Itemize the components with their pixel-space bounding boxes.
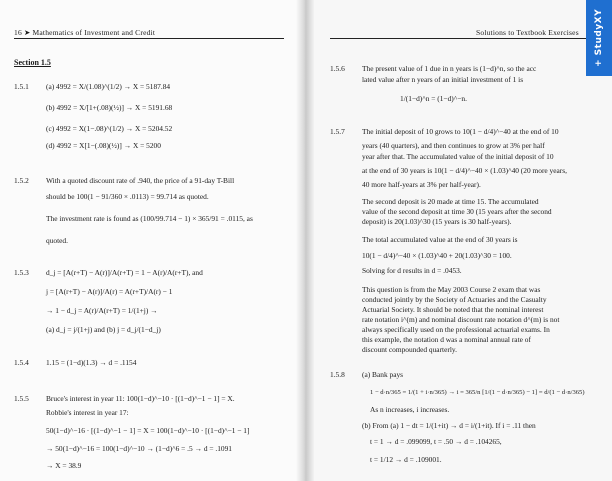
solution-line: The second deposit is 20 made at time 15. The accumulated: [362, 197, 539, 206]
right-page-header: Solutions to Textbook Exercises: [476, 28, 579, 37]
solution-line: The present value of 1 due in n years is (1−d)^n, so the acc: [362, 64, 537, 73]
solution-line: The investment rate is found as (100/99.714 − 1) × 365/91 = .0115, as: [46, 214, 253, 223]
left-page: [0, 0, 304, 481]
exercise-number: 1.5.6: [330, 64, 345, 73]
solution-line: 1/(1−d)^n = (1−d)^−n.: [400, 94, 467, 103]
solution-line: j = [A(r+T) − A(r)]/A(r) = A(r+T)/A(r) − 1: [46, 287, 173, 296]
solution-line: (b) From (a) 1 − dt = 1/(1+it) → d = i/(1+it). If i = .11 then: [362, 421, 536, 430]
solution-line: (d) 4992 = X[1−(.08)(½)] → X = 5200: [46, 141, 161, 150]
solution-line: at the end of 30 years is 10(1 − d/4)^−40 × (1.03)^40 (20 more years,: [362, 166, 567, 175]
exercise-number: 1.5.8: [330, 370, 345, 379]
solution-line: value of the second deposit at time 30 (15 years after the second: [362, 207, 552, 216]
solution-line: As n increases, i increases.: [370, 405, 450, 414]
solution-line: should be 100(1 − 91/360 × .0113) = 99.714 as quoted.: [46, 192, 209, 201]
solution-line: The initial deposit of 10 grows to 10(1 − d/4)^−40 at the end of 10: [362, 127, 559, 136]
solution-line: deposit) is 20(1.03)^30 (15 years is 30 half-years).: [362, 217, 512, 226]
solution-line: → 1 − d_j = A(r)/A(r+T) = 1/(1+j) →: [46, 306, 158, 315]
solution-line: lated value after n years of an initial investment of 1 is: [362, 75, 524, 84]
solution-line: this example, the notation d was a nominal annual rate of: [362, 335, 531, 344]
solution-line: (c) 4992 = X(1−.08)^(1/2) → X = 5204.52: [46, 124, 173, 133]
solution-line: t = 1 → d = .099099, t = .50 → d = .104265,: [370, 437, 502, 446]
book-gutter: [296, 0, 314, 481]
solution-line: 1 − d·n/365 = 1/(1 + i·n/365) → i = 365/n [1/(1 − d·n/365) − 1] = d/(1 − d·n/365): [370, 389, 585, 396]
solution-line: discount compounded quarterly.: [362, 345, 457, 354]
exercise-number: 1.5.2: [14, 176, 29, 185]
solution-line: (a) 4992 = X/(1.08)^(1/2) → X = 5187.84: [46, 82, 171, 91]
solution-line: year after that. The accumulated value of the initial deposit of 10: [362, 152, 554, 161]
solution-line: Bruce's interest in year 11: 100(1−d)^−10 · [(1−d)^−1 − 1] = X.: [46, 394, 235, 403]
solution-line: rate notation i^(m) and nominal discount rate notation d^(m) is not: [362, 315, 560, 324]
solution-line: (a) Bank pays: [362, 370, 404, 379]
solution-line: 10(1 − d/4)^−40 × (1.03)^40 + 20(1.03)^30 = 100.: [362, 251, 512, 260]
solution-line: With a quoted discount rate of .940, the price of a 91-day T-Bill: [46, 176, 235, 185]
solution-line: This question is from the May 2003 Course 2 exam that was: [362, 285, 541, 294]
header-rule: [330, 38, 586, 39]
solution-line: (b) 4992 = X/[1+(.08)(½)] → X = 5191.68: [46, 103, 173, 112]
solution-line: → X = 38.9: [46, 461, 82, 470]
exercise-number: 1.5.5: [14, 394, 29, 403]
exercise-number: 1.5.4: [14, 358, 29, 367]
solution-line: t = 1/12 → d = .109001.: [370, 455, 442, 464]
solution-line: 1.15 = (1−d)(1.3) → d = .1154: [46, 358, 137, 367]
exercise-number: 1.5.1: [14, 82, 29, 91]
solution-line: Solving for d results in d = .0453.: [362, 266, 462, 275]
left-page-header: 16 ➤ Mathematics of Investment and Credit: [14, 28, 156, 37]
solution-line: d_j = [A(r+T) − A(r)]/A(r+T) = 1 − A(r)/A(r+T), and: [46, 268, 203, 277]
header-rule: [14, 38, 284, 39]
solution-line: quoted.: [46, 236, 68, 245]
solution-line: Actuarial Society. It should be noted that the nominal interest: [362, 305, 544, 314]
solution-line: Robbie's interest in year 17:: [46, 408, 129, 417]
solution-line: (a) d_j = j/(1+j) and (b) j = d_j/(1−d_j): [46, 325, 161, 334]
solution-line: 40 more half-years at 3% per half-year).: [362, 180, 481, 189]
solution-line: 50(1−d)^−16 · [(1−d)^−1 − 1] = X = 100(1−d)^−10 · [(1−d)^−1 − 1]: [46, 426, 250, 435]
solution-line: conducted jointly by the Society of Actuaries and the Casualty: [362, 295, 547, 304]
section-title: Section 1.5: [14, 58, 51, 67]
solution-line: always specifically used on the professional actuarial exams. In: [362, 325, 550, 334]
exercise-number: 1.5.7: [330, 127, 345, 136]
right-page: [304, 0, 612, 481]
exercise-number: 1.5.3: [14, 268, 29, 277]
solution-line: years (40 quarters), and then continues to grow at 3% per half: [362, 141, 545, 150]
studyxy-badge[interactable]: + StudyXY: [586, 0, 612, 76]
solution-line: → 50(1−d)^−16 = 100(1−d)^−10 → (1−d)^6 = .5 → d = .1091: [46, 444, 233, 453]
solution-line: The total accumulated value at the end of 30 years is: [362, 235, 518, 244]
